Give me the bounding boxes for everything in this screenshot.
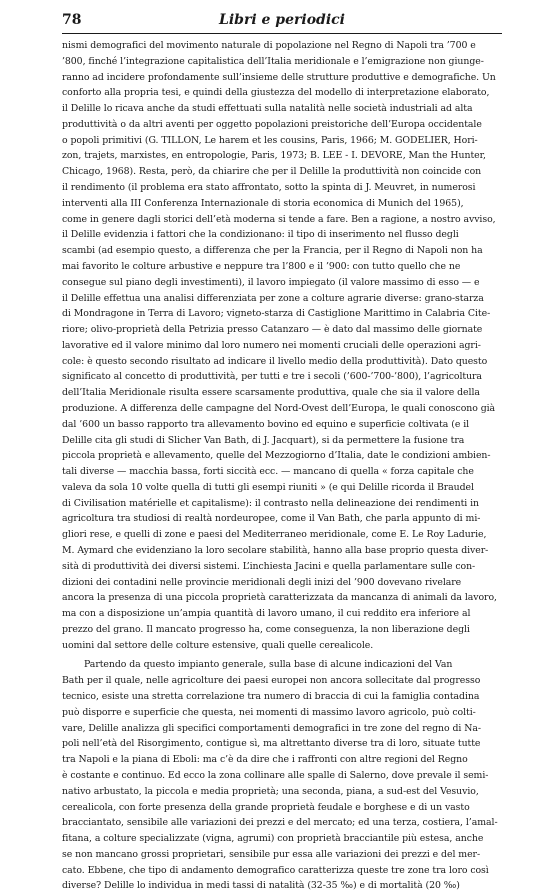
text-line: cerealicola, con forte presenza della grande proprietà feudale e borghese e di un vasto <box>62 801 470 813</box>
text-line: significato al concetto di produttività, per tutti e tre i secoli (’600-’700-’800), l’agricoltura <box>62 371 482 383</box>
text-line: o popoli primitivi (G. TILLON, Le harem et les cousins, Paris, 1966; M. GODELIER, Hori- <box>62 134 478 146</box>
text-line: come in genere dagli storici dell’età moderna si tende a fare. Ben a ragione, a nostro avviso, <box>62 213 496 225</box>
text-line: mai favorito le colture arbustive e neppure tra l’800 e il ’900: con tutto quello che ne <box>62 260 461 272</box>
text-line: poli nell’età del Risorgimento, contigue sì, ma altrettanto diverse tra di loro, situate tutte <box>62 738 481 750</box>
text-line: nismi demografici del movimento naturale di popolazione nel Regno di Napoli tra ’700 e <box>62 40 476 51</box>
text-line: se non mancano grossi proprietari, sensibile pur essa alle variazioni dei prezzi e del mer- <box>62 848 481 860</box>
text-line: Bath per il quale, nelle agricolture dei paesi europei non ancora sollecitate dal progresso <box>62 675 481 687</box>
text-line: produzione. A differenza delle campagne del Nord-Ovest dell’Europa, le quali conoscono già <box>62 402 496 414</box>
text-line: M. Aymard che evidenziano la loro secolare stabilità, hanno alla base proprio questa diver- <box>62 545 489 556</box>
text-line: il Delille evidenzia i fattori che la condizionano: il tipo di inserimento nel flusso degli <box>62 229 459 241</box>
text-line: vare, Delille analizza gli specifici comportamenti demografici in tre zone del regno di Na- <box>62 722 481 734</box>
text-line: scambi (ad esempio questo, a differenza che per la Francia, per il Regno di Napoli non ha <box>62 245 483 257</box>
text-line: interventi alla III Conferenza Internazionale di storia economica di Munich del 1965), <box>62 197 464 209</box>
text-line: tecnico, esiste una stretta correlazione tra numero di braccia di cui la famiglia contadina <box>62 691 480 703</box>
running-title: Libri e periodici <box>219 12 345 28</box>
text-line: il rendimento (il problema era stato affrontato, sotto la spinta di J. Meuvret, in numerosi <box>62 182 476 194</box>
text-line: può disporre e superficie che questa, nei momenti di massimo lavoro agricolo, può colti- <box>62 706 476 718</box>
text-line: lavorative ed il valore minimo dal loro numero nei momenti cruciali delle operazioni agri- <box>62 339 481 351</box>
text-line: valeva da sola 10 volte quella di tutti gli esempi riuniti » (e qui Delille ricorda il Braudel <box>62 481 474 493</box>
text-line: gliori rese, e quelli di zone e paesi del Mediterraneo meridionale, come E. Le Roy Ladurie, <box>62 529 487 541</box>
text-line: tra Napoli e la piana di Eboli: ma c’è da dire che i raffronti con altre regioni del Regno <box>62 754 468 766</box>
text-line: ’800, finché l’integrazione capitalistica dell’Italia meridionale e l’emigrazione non giunge- <box>62 55 484 67</box>
header-rule <box>62 33 502 34</box>
text-line: ranno ad incidere profondamente sull’insieme delle strutture produttive e demografiche. Un <box>62 71 496 83</box>
text-line: è costante e continuo. Ed ecco la zona collinare alle spalle di Salerno, dove prevale il semi- <box>62 769 489 781</box>
body-text <box>62 38 502 894</box>
text-line: ancora la presenza di una piccola proprietà caratterizzata da mancanza di animali da lavoro, <box>62 592 497 604</box>
text-line: il Delille lo ricava anche da studi effettuati sulla natalità nelle società industriali ad alta <box>62 103 473 115</box>
text-line: Chicago, 1968). Resta, però, da chiarire che per il Delille la produttività non coincide con <box>62 166 482 178</box>
text-line: agricoltura tra studiosi di realtà nordeuropee, come il Van Bath, che parla appunto di mi- <box>62 513 481 525</box>
text-line: riore; olivo-proprietà della Petrizia presso Catanzaro — è dato dal massimo delle giornate <box>62 324 483 336</box>
text-line: uomini dal settore delle colture estensive, quali quelle cerealicole. <box>62 639 374 651</box>
paragraph-2 <box>62 657 502 894</box>
text-line: diverse? Delille lo individua in medi tassi di natalità (32-35 ‰) e di mortalità (20 ‰) <box>62 880 460 892</box>
text-line: fitana, a colture specializzate (vigna, agrumi) con proprietà bracciantile più estesa, anche <box>62 833 484 845</box>
text-line: ma con a disposizione un’ampia quantità di lavoro umano, il cui reddito era inferiore al <box>62 608 471 620</box>
page-number: 78 <box>62 12 82 28</box>
text-line: cato. Ebbene, che tipo di andamento demografico caratterizza queste tre zone tra loro così <box>62 864 489 876</box>
text-line: conforto alla propria tesi, e quindi della giustezza del modello di interpretazione elaborato, <box>62 87 490 99</box>
text-line: il Delille effettua una analisi differenziata per zone a colture agrarie diverse: grano-starza <box>62 292 484 304</box>
text-line: Partendo da questo impianto generale, sulla base di alcune indicazioni del Van <box>84 659 453 671</box>
text-line: zon, trajets, marxistes, en entropologie, Paris, 1973; B. LEE - I. DEVORE, Man the Hunter, <box>62 150 486 162</box>
text-line: produttività o da altri aventi per oggetto popolazioni preistoriche dell’Europa occidentale <box>62 118 482 130</box>
text-line: dell’Italia Meridionale risulta essere scarsamente produttiva, quale che sia il valore della <box>62 387 480 399</box>
paragraph-1 <box>62 38 502 653</box>
text-line: nativo arbustato, la piccola e media proprietà; una seconda, piana, a sud-est del Vesuvio, <box>62 785 479 797</box>
text-line: dizioni dei contadini nelle provincie meridionali degli inizi del ’900 dovevano rivelare <box>62 576 462 588</box>
text-line: bracciantato, sensibile alle variazioni dei prezzi e del mercato; ed una terza, costiera, l’amal- <box>62 817 498 829</box>
text-line: dal ’600 un basso rapporto tra allevamento bovino ed equino e superficie coltivata (e il <box>62 418 470 430</box>
text-line: cole: è questo secondo risultato ad indicare il livello medio della produttività). Dato questo <box>62 355 488 367</box>
text-line: tali diverse — macchia bassa, forti siccità ecc. — mancano di quella « forza capitale che <box>62 466 474 478</box>
text-line: piccola proprietà e allevamento, quelle del Mezzogiorno d’Italia, date le condizioni ambien- <box>62 450 491 462</box>
page-header <box>62 12 502 34</box>
text-line: Delille cita gli studi di Slicher Van Bath, di J. Jacquart), si da permettere la fusione tra <box>62 434 465 446</box>
text-line: sità di produttività dei diversi sistemi. L’inchiesta Jacini e quella parlamentare sulle con- <box>62 560 476 572</box>
text-line: consegue sul piano degli investimenti), il lavoro impiegato (il valore massimo di esso — e <box>62 276 480 288</box>
text-line: di Mondragone in Terra di Lavoro; vigneto-starza di Castiglione Marittimo in Calabria Cite- <box>62 308 491 320</box>
text-line: di Civilisation matérielle et capitalisme): il contrasto nella delineazione dei rendimenti in <box>62 497 479 509</box>
text-line: prezzo del grano. Il mancato progresso ha, come conseguenza, la non liberazione degli <box>62 623 470 635</box>
